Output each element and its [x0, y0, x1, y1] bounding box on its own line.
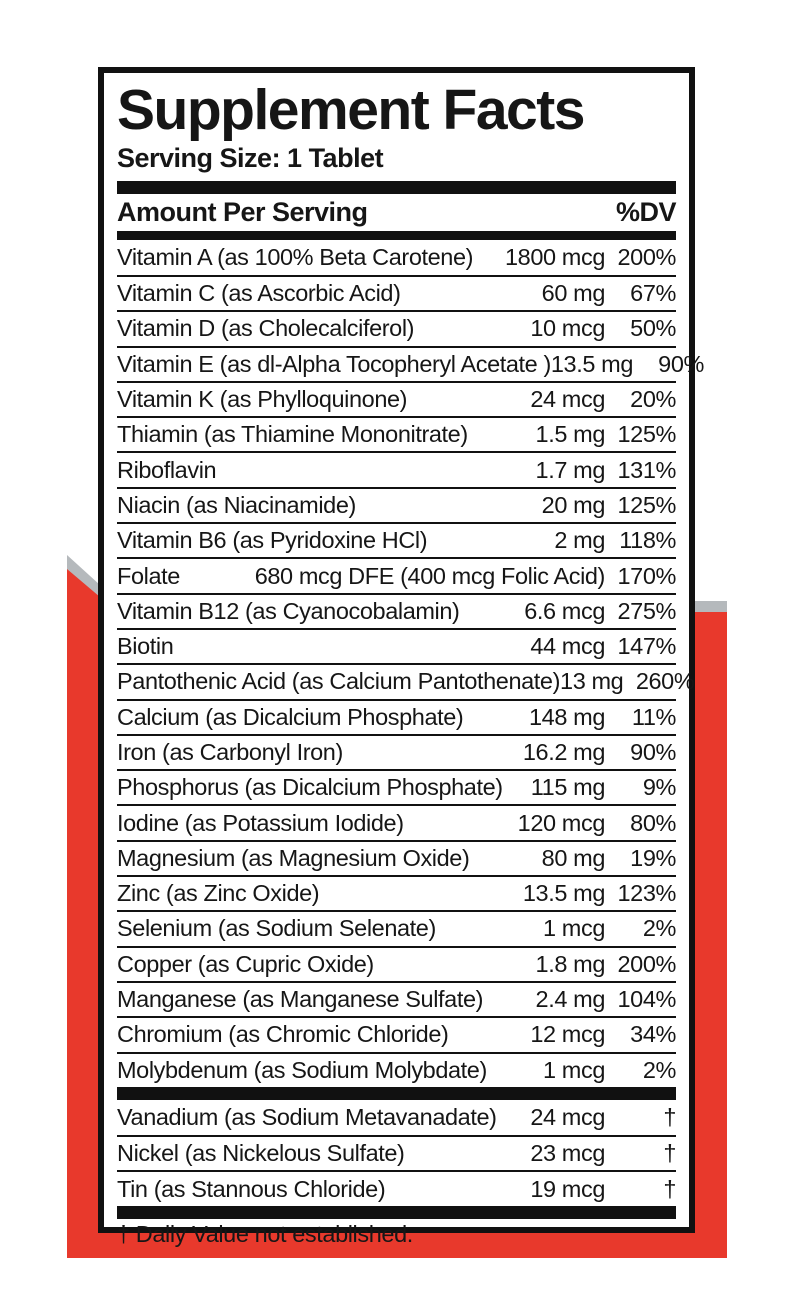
- nutrient-row: [117, 487, 676, 522]
- nutrient-row: [117, 875, 676, 910]
- nutrient-dv: 125%: [617, 421, 676, 448]
- nutrient-dv: 50%: [630, 315, 676, 342]
- nutrient-amount: 1 mcg: [543, 1056, 605, 1083]
- nutrient-amount: 2 mg: [554, 527, 605, 554]
- nutrient-amount: 44 mcg: [530, 633, 605, 660]
- nutrient-amount: 1.8 mg: [535, 950, 605, 977]
- nutrient-amount: 2.4 mg: [535, 986, 605, 1013]
- nutrient-amount: 80 mg: [541, 844, 605, 871]
- nutrient-row: [117, 1170, 676, 1205]
- nutrient-name: Selenium (as Sodium Selenate): [117, 915, 436, 942]
- amount-per-serving-header: Amount Per Serving: [117, 196, 368, 227]
- nutrient-dv: 123%: [617, 880, 676, 907]
- nutrient-dv: 19%: [630, 844, 676, 871]
- nutrient-row: [117, 1052, 676, 1087]
- nutrient-dv: 170%: [617, 562, 676, 589]
- nutrient-dv: 118%: [619, 527, 676, 554]
- nutrient-amount: 1.5 mg: [535, 421, 605, 448]
- nutrient-dv: 104%: [617, 986, 676, 1013]
- nutrient-dv: 2%: [642, 915, 676, 942]
- nutrient-amount: 148 mg: [529, 703, 605, 730]
- divider-bar-thick: [117, 1206, 676, 1219]
- serving-size: Serving Size: 1 Tablet: [117, 143, 384, 173]
- nutrient-row: [117, 734, 676, 769]
- nutrient-amount: 13.5 mg: [550, 350, 634, 377]
- nutrient-row: [117, 804, 676, 839]
- nutrient-row: [117, 416, 676, 451]
- nutrient-name: Calcium (as Dicalcium Phosphate): [117, 703, 464, 730]
- nutrient-dv: †: [663, 1103, 676, 1130]
- column-header-row: [117, 194, 676, 231]
- nutrient-row: [117, 981, 676, 1016]
- nutrient-dv: 131%: [617, 456, 676, 483]
- nutrient-amount: 60 mg: [541, 280, 605, 307]
- nutrient-dv: 80%: [630, 809, 676, 836]
- nutrient-amount: 680 mcg DFE (400 mcg Folic Acid): [254, 562, 605, 589]
- nutrient-amount: 6.6 mcg: [524, 597, 605, 624]
- nutrient-dv: 2%: [642, 1056, 676, 1083]
- nutrient-amount: 120 mcg: [517, 809, 605, 836]
- nutrient-name: Vitamin B6 (as Pyridoxine HCl): [117, 527, 428, 554]
- nutrient-name: Phosphorus (as Dicalcium Phosphate): [117, 774, 503, 801]
- nutrient-row: [117, 840, 676, 875]
- nutrient-amount: 23 mcg: [530, 1140, 605, 1167]
- nutrient-amount: 16.2 mg: [522, 738, 605, 765]
- nutrient-row: [117, 769, 676, 804]
- nutrient-name: Riboflavin: [117, 456, 217, 483]
- nutrient-dv: 20%: [630, 386, 676, 413]
- nutrient-row: [117, 946, 676, 981]
- supplement-facts-panel: [98, 67, 705, 1247]
- nutrient-dv: 67%: [630, 280, 676, 307]
- nutrient-dv: †: [663, 1140, 676, 1167]
- nutrient-name: Iodine (as Potassium Iodide): [117, 809, 404, 836]
- nutrient-name: Iron (as Carbonyl Iron): [117, 738, 343, 765]
- nutrient-name: Molybdenum (as Sodium Molybdate): [117, 1056, 487, 1083]
- nutrient-row: [117, 381, 676, 416]
- nutrient-name: Manganese (as Manganese Sulfate): [117, 986, 484, 1013]
- nutrient-amount: 12 mcg: [530, 1021, 605, 1048]
- nutrient-row: [117, 1135, 676, 1170]
- footnote: † Daily Value not established.: [117, 1220, 413, 1247]
- nutrient-row: [117, 699, 676, 734]
- nutrient-name: Niacin (as Niacinamide): [117, 491, 356, 518]
- nutrient-row: [117, 557, 676, 592]
- nutrient-row: [117, 1016, 676, 1051]
- nutrient-dv: 125%: [617, 491, 676, 518]
- secondary-nutrient-rows: [117, 1100, 676, 1206]
- nutrient-dv: 200%: [617, 950, 676, 977]
- nutrient-amount: 13 mg: [560, 668, 624, 695]
- nutrient-dv: 90%: [630, 738, 676, 765]
- nutrient-amount: 20 mg: [541, 491, 605, 518]
- nutrient-row: [117, 346, 705, 381]
- nutrient-name: Copper (as Cupric Oxide): [117, 950, 374, 977]
- nutrient-name: Vitamin E (as dl-Alpha Tocopheryl Acetate ): [117, 350, 551, 377]
- nutrient-row: [117, 522, 676, 557]
- nutrient-row: [117, 275, 676, 310]
- nutrient-row: [117, 910, 676, 945]
- nutrient-dv: 90%: [658, 350, 705, 377]
- nutrient-name: Tin (as Stannous Chloride): [117, 1175, 386, 1202]
- nutrient-name: Vanadium (as Sodium Metavanadate): [117, 1103, 497, 1130]
- nutrient-row: [117, 593, 676, 628]
- nutrient-dv: 11%: [631, 703, 676, 730]
- nutrient-name: Folate: [117, 562, 180, 589]
- nutrient-name: Chromium (as Chromic Chloride): [117, 1021, 449, 1048]
- nutrient-name: Vitamin D (as Cholecalciferol): [117, 315, 415, 342]
- nutrient-amount: 24 mcg: [530, 386, 605, 413]
- nutrient-name: Vitamin A (as 100% Beta Carotene): [117, 243, 474, 270]
- nutrient-amount: 19 mcg: [530, 1175, 605, 1202]
- nutrient-row: [117, 628, 676, 663]
- nutrient-name: Biotin: [117, 633, 174, 660]
- nutrient-dv: 275%: [617, 597, 676, 624]
- nutrient-name: Vitamin C (as Ascorbic Acid): [117, 280, 401, 307]
- nutrient-dv: 200%: [617, 243, 676, 270]
- nutrient-amount: 24 mcg: [530, 1103, 605, 1130]
- nutrient-row: [117, 240, 676, 275]
- nutrient-name: Thiamin (as Thiamine Mononitrate): [117, 421, 468, 448]
- divider-bar-thick: [117, 181, 676, 194]
- divider-bar-thin: [117, 231, 676, 240]
- nutrient-amount: 1 mcg: [543, 915, 605, 942]
- nutrient-dv: 260%: [635, 668, 695, 695]
- nutrient-name: Pantothenic Acid (as Calcium Pantothenate): [117, 668, 561, 695]
- nutrient-amount: 10 mcg: [530, 315, 605, 342]
- nutrient-amount: 13.5 mg: [522, 880, 605, 907]
- percent-dv-header: %DV: [615, 196, 676, 227]
- nutrient-rows: [117, 240, 705, 1087]
- nutrient-name: Zinc (as Zinc Oxide): [117, 880, 320, 907]
- nutrient-amount: 115 mg: [530, 774, 605, 801]
- nutrient-name: Vitamin B12 (as Cyanocobalamin): [117, 597, 460, 624]
- nutrient-dv: 34%: [630, 1021, 676, 1048]
- panel-title: Supplement Facts: [117, 78, 584, 142]
- nutrient-name: Vitamin K (as Phylloquinone): [117, 386, 408, 413]
- nutrient-row: [117, 1100, 676, 1135]
- nutrient-amount: 1800 mcg: [504, 243, 605, 270]
- nutrient-dv: †: [663, 1175, 676, 1202]
- nutrient-row: [117, 310, 676, 345]
- nutrient-name: Magnesium (as Magnesium Oxide): [117, 844, 470, 871]
- nutrient-row: [117, 663, 695, 698]
- nutrient-dv: 9%: [642, 774, 676, 801]
- divider-bar-thick: [117, 1087, 676, 1100]
- nutrient-name: Nickel (as Nickelous Sulfate): [117, 1140, 405, 1167]
- nutrient-row: [117, 451, 676, 486]
- nutrient-dv: 147%: [617, 633, 676, 660]
- nutrient-amount: 1.7 mg: [535, 456, 605, 483]
